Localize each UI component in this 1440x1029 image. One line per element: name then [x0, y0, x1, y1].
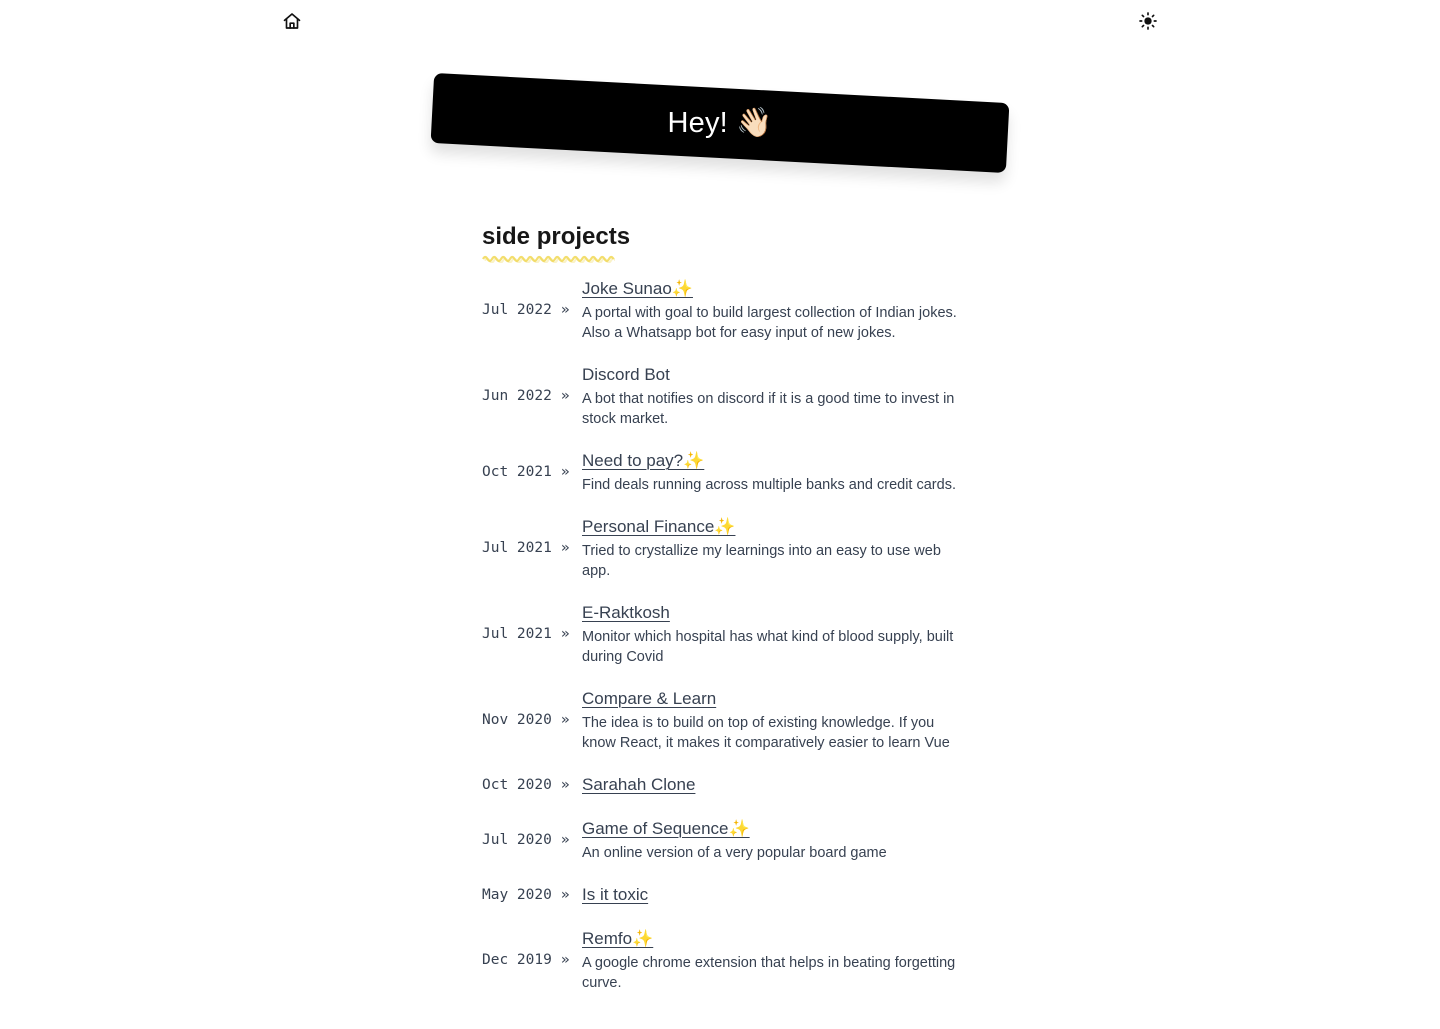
project-link-is-it-toxic[interactable]: Is it toxic: [582, 885, 649, 904]
project-description: Tried to crystallize my learnings into an easy to use web app.: [582, 543, 941, 579]
date-separator: »: [560, 777, 570, 793]
project-date: [482, 302, 582, 318]
project-date: [482, 464, 582, 480]
hero-banner: [432, 88, 1008, 158]
project-row: [482, 449, 958, 495]
project-row: [482, 773, 958, 797]
project-description: Monitor which hospital has what kind of blood supply, built during Covid: [582, 629, 954, 665]
project-date-label: Jul 2020: [482, 832, 552, 848]
project-date: [482, 887, 582, 903]
project-link-joke-sunao[interactable]: Joke Sunao✨: [582, 279, 693, 298]
project-description: Find deals running across multiple banks and credit cards.: [582, 477, 956, 493]
project-link-personal-finance[interactable]: Personal Finance✨: [582, 517, 736, 536]
project-row: [482, 515, 958, 581]
project-date-label: Jul 2021: [482, 626, 552, 642]
project-date-label: Oct 2020: [482, 777, 552, 793]
project-title-discord-bot: Discord Bot: [582, 365, 670, 384]
squiggle-underline: [482, 253, 615, 263]
project-description: A bot that notifies on discord if it is a good time to invest in stock market.: [582, 391, 955, 427]
project-link-e-raktkosh[interactable]: E-Raktkosh: [582, 603, 670, 622]
project-row: [482, 687, 958, 753]
date-separator: »: [560, 887, 570, 903]
project-row: [482, 363, 958, 429]
date-separator: »: [560, 952, 570, 968]
project-date: [482, 388, 582, 404]
date-separator: »: [560, 464, 570, 480]
project-link-need-to-pay[interactable]: Need to pay?✨: [582, 451, 705, 470]
date-separator: »: [560, 832, 570, 848]
theme-toggle-button[interactable]: [1138, 11, 1158, 31]
project-link-sarahah-clone[interactable]: Sarahah Clone: [582, 775, 696, 794]
main-content: [482, 222, 958, 1029]
project-description: A portal with goal to build largest collection of Indian jokes. Also a Whatsapp bot for easy input of new jokes.: [582, 305, 957, 341]
project-date-label: Jul 2022: [482, 302, 552, 318]
project-row: [482, 817, 958, 863]
home-icon: [282, 11, 302, 31]
date-separator: »: [560, 540, 570, 556]
hero-greeting: Hey! 👋🏻: [667, 107, 773, 139]
project-date-label: Nov 2020: [482, 712, 552, 728]
project-date-label: May 2020: [482, 887, 552, 903]
date-separator: »: [560, 388, 570, 404]
project-date-label: Jun 2022: [482, 388, 552, 404]
project-row: [482, 883, 958, 907]
project-link-compare-and-learn[interactable]: Compare & Learn: [582, 689, 717, 708]
project-description: The idea is to build on top of existing knowledge. If you know React, it makes it comparatively easier to learn Vue: [582, 715, 950, 751]
date-separator: »: [560, 712, 570, 728]
project-date: [482, 952, 582, 968]
project-date: [482, 777, 582, 793]
top-nav: [282, 0, 1158, 31]
project-date: [482, 832, 582, 848]
date-separator: »: [560, 626, 570, 642]
project-link-game-of-sequence[interactable]: Game of Sequence✨: [582, 819, 750, 838]
project-description: An online version of a very popular board game: [582, 845, 887, 861]
project-date-label: Jul 2021: [482, 540, 552, 556]
project-date: [482, 712, 582, 728]
project-link-remfo[interactable]: Remfo✨: [582, 929, 654, 948]
section-heading: side projects: [482, 223, 631, 250]
project-row: [482, 601, 958, 667]
project-date: [482, 540, 582, 556]
project-list: [482, 277, 958, 993]
project-description: A google chrome extension that helps in beating forgetting curve.: [582, 955, 956, 991]
date-separator: »: [560, 302, 570, 318]
project-row: [482, 927, 958, 993]
project-date: [482, 626, 582, 642]
project-date-label: Oct 2021: [482, 464, 552, 480]
home-button[interactable]: [282, 11, 302, 31]
project-row: [482, 277, 958, 343]
project-date-label: Dec 2019: [482, 952, 552, 968]
sun-icon: [1138, 11, 1158, 31]
